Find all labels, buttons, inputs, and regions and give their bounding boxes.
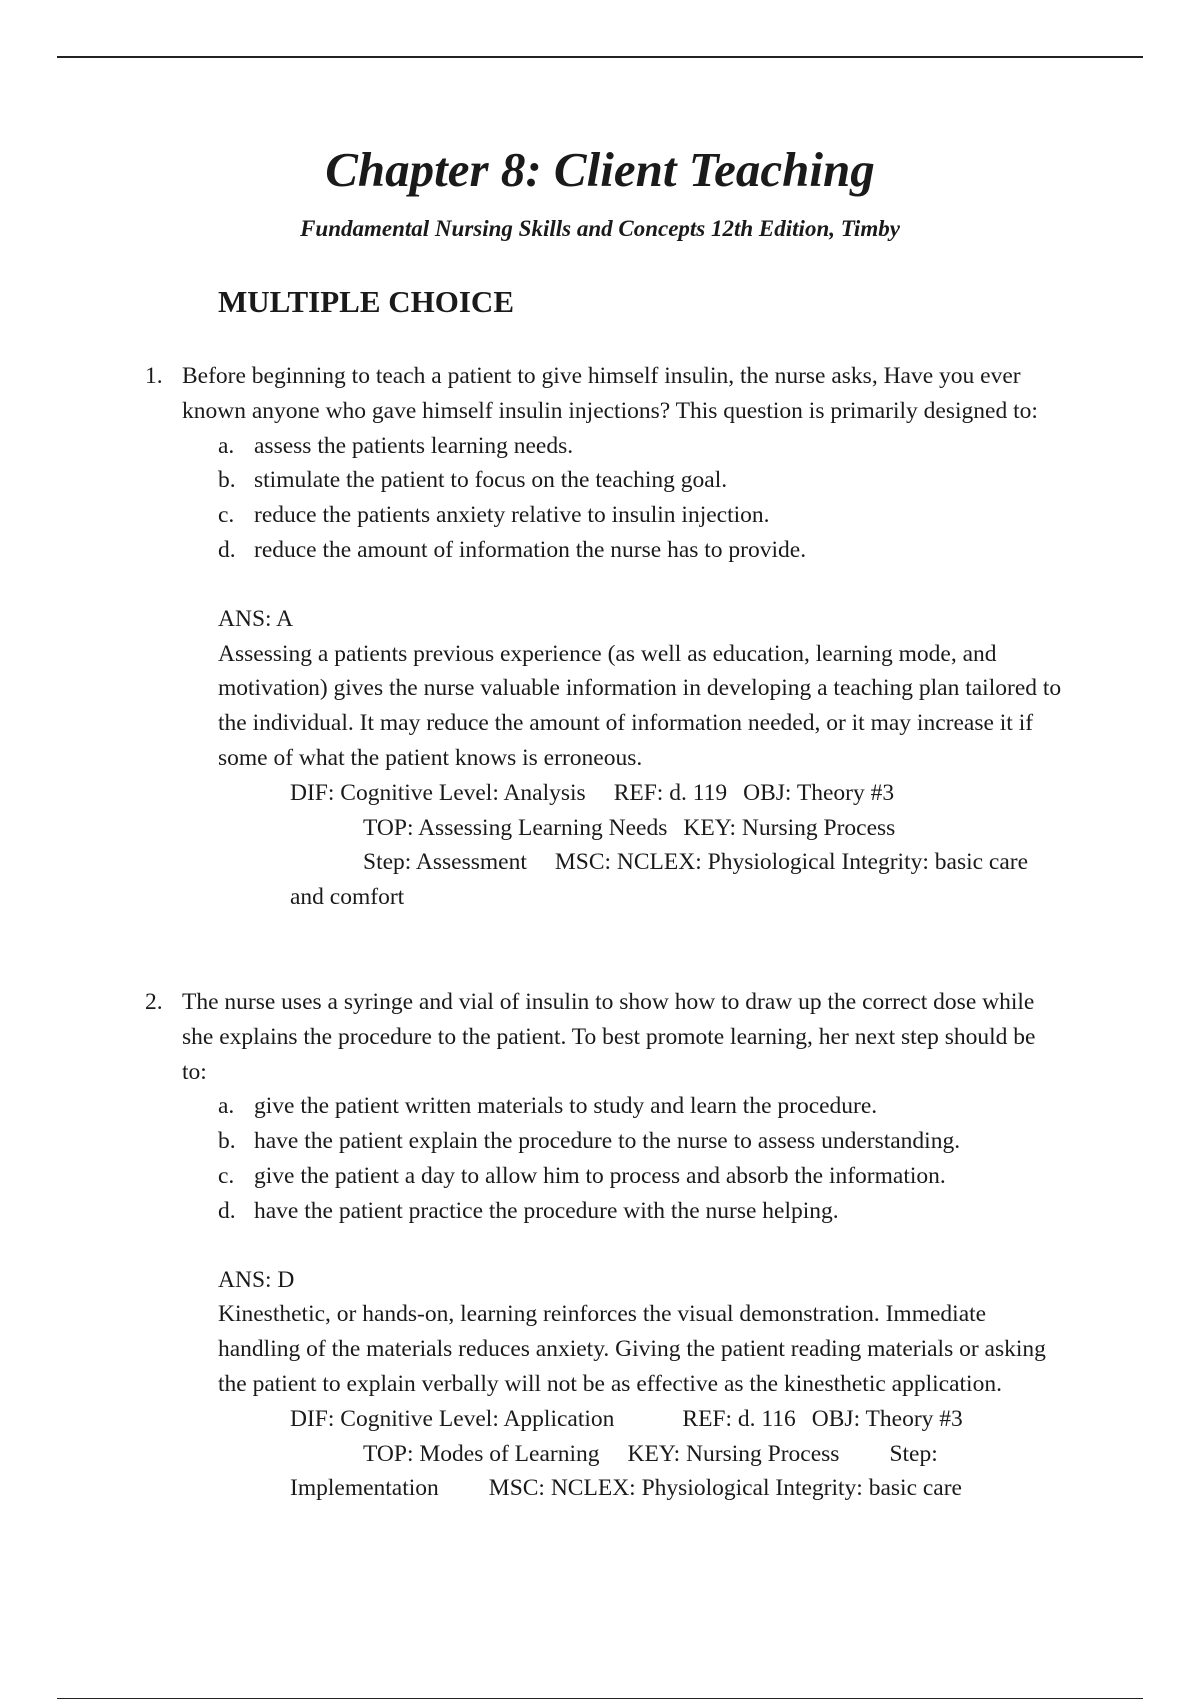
question-number: 1. — [145, 363, 163, 389]
meta-topic: TOP: Assessing Learning Needs — [363, 814, 668, 841]
page-subtitle: Fundamental Nursing Skills and Concepts 12th Edition, Timby — [300, 216, 900, 241]
option-letter: b. — [218, 467, 236, 494]
meta-msc: MSC: NCLEX: Physiological Integrity: basic care and comfort — [290, 849, 1029, 911]
meta-msc: MSC: NCLEX: Physiological Integrity: basic care — [488, 1475, 962, 1502]
meta-objective: OBJ: Theory #3 — [743, 779, 895, 806]
option-c — [218, 1159, 1075, 1194]
question-number: 2. — [145, 989, 163, 1015]
meta-step: Step: Assessment — [363, 849, 527, 876]
option-c — [218, 498, 1075, 533]
meta-objective: OBJ: Theory #3 — [811, 1405, 963, 1432]
option-a — [218, 1089, 1075, 1124]
option-d — [218, 1194, 1075, 1229]
rationale: Kinesthetic, or hands-on, learning reinforces the visual demonstration. Immediate handling of the materials reduces anxiety. Giving the patient reading materials or asking the patient to explain verbally will not be as effective as the kinesthetic application. — [218, 1301, 1046, 1397]
question-metadata — [290, 776, 1060, 915]
option-letter: c. — [218, 502, 235, 529]
option-text: give the patient a day to allow him to process and absorb the information. — [254, 1162, 946, 1189]
page-title: Chapter 8: Client Teaching — [325, 142, 875, 197]
question-text: The nurse uses a syringe and vial of insulin to show how to draw up the correct dose while she explains the procedure to the patient. To best promote learning, her next step should be to: — [182, 989, 1036, 1085]
option-b — [218, 1124, 1075, 1159]
question-text: Before beginning to teach a patient to give himself insulin, the nurse asks, Have you ever known anyone who gave himself insulin injections? This question is primarily designed to: — [182, 363, 1038, 424]
option-text: reduce the patients anxiety relative to insulin injection. — [254, 502, 770, 529]
question-1 — [145, 359, 1075, 915]
option-letter: b. — [218, 1128, 236, 1155]
question-stem — [145, 985, 1075, 1089]
option-letter: c. — [218, 1162, 235, 1189]
answer-key: ANS: D — [218, 1266, 295, 1293]
bottom-rule — [57, 1698, 1143, 1699]
answer-key: ANS: A — [218, 605, 294, 632]
meta-reference: REF: d. 116 — [682, 1405, 796, 1432]
option-letter: d. — [218, 1197, 236, 1224]
option-list — [145, 429, 1075, 568]
question-metadata — [290, 1402, 1060, 1506]
option-text: reduce the amount of information the nurse has to provide. — [254, 536, 807, 563]
top-rule — [57, 56, 1143, 58]
option-text: have the patient practice the procedure with the nurse helping. — [254, 1197, 839, 1224]
option-text: assess the patients learning needs. — [254, 432, 574, 459]
option-b — [218, 463, 1075, 498]
section-heading: MULTIPLE CHOICE — [218, 284, 514, 319]
meta-difficulty: DIF: Cognitive Level: Analysis — [290, 779, 586, 806]
meta-difficulty: DIF: Cognitive Level: Application — [290, 1405, 615, 1432]
option-list — [145, 1089, 1075, 1228]
rationale: Assessing a patients previous experience (as well as education, learning mode, and motivation) gives the nurse valuable information in developing a teaching plan tailored to the individual. It may reduce the amount of information needed, or it may increase it if some of what the patient knows is erroneous. — [218, 640, 1062, 771]
option-letter: a. — [218, 1093, 235, 1120]
option-text: stimulate the patient to focus on the teaching goal. — [254, 467, 728, 494]
question-2 — [145, 985, 1075, 1506]
option-a — [218, 429, 1075, 464]
meta-reference: REF: d. 119 — [613, 779, 728, 806]
option-letter: a. — [218, 432, 235, 459]
option-text: give the patient written materials to study and learn the procedure. — [254, 1093, 878, 1120]
question-stem — [145, 359, 1075, 429]
meta-step: Step: Implementation — [290, 1440, 938, 1502]
option-letter: d. — [218, 536, 236, 563]
option-d — [218, 533, 1075, 568]
meta-key: KEY: Nursing Process — [627, 1440, 840, 1467]
meta-key: KEY: Nursing Process — [683, 814, 896, 841]
option-text: have the patient explain the procedure to the nurse to assess understanding. — [254, 1128, 961, 1155]
meta-topic: TOP: Modes of Learning — [363, 1440, 600, 1467]
